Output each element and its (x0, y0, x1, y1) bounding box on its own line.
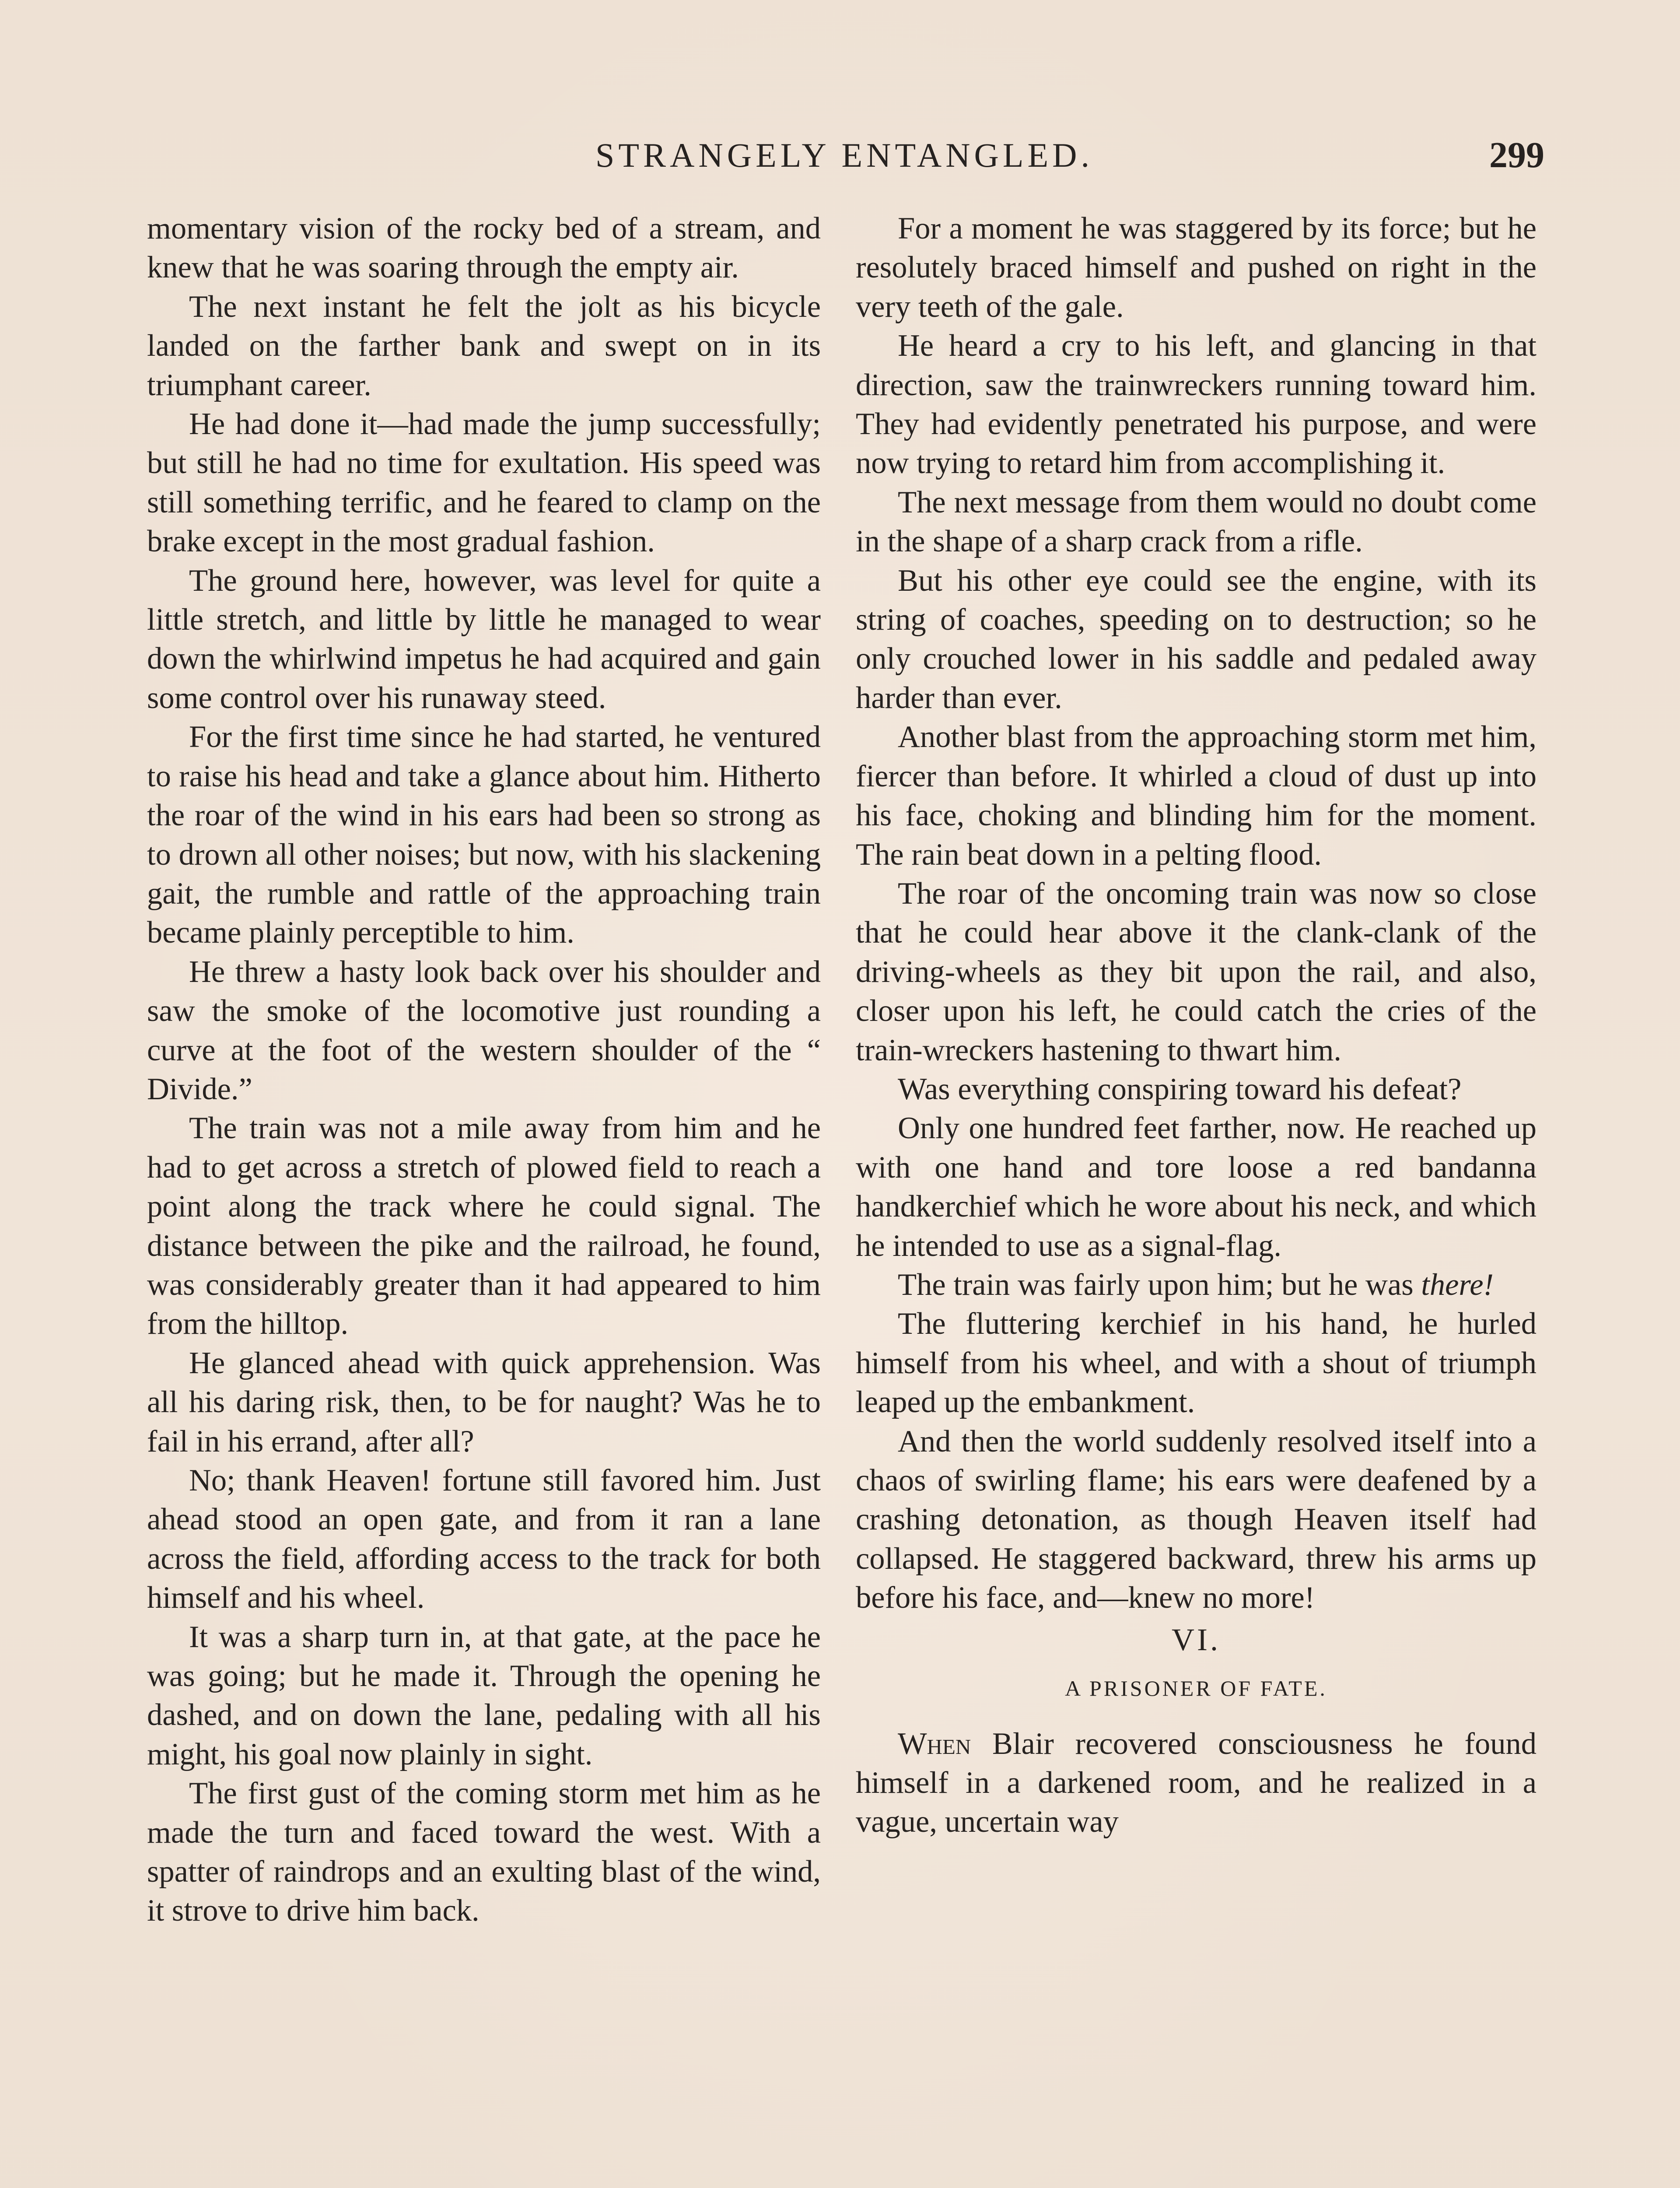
paragraph: The fluttering kerchief in his hand, he hurled himself from his wheel, and with a shout of triumph leaped up the embankment. (856, 1307, 1536, 1420)
paragraph: Was everything conspiring toward his defeat? (898, 1072, 1462, 1106)
chapter-title: A PRISONER OF FATE. (1065, 1676, 1327, 1701)
paragraph: For a moment he was staggered by its force; but he resolutely braced himself and pushed on right in the very teeth of the gale. (856, 211, 1536, 324)
running-head (144, 131, 1544, 179)
paragraph: The next message from them would no doubt come in the shape of a sharp crack from a rifle. (856, 485, 1536, 559)
chapter-opening-paragraph (856, 1725, 1536, 1842)
paragraph: He glanced ahead with quick apprehension. Was all his daring risk, then, to be for naught? Was he to fail in his errand, after all? (147, 1346, 821, 1459)
opening-small-caps: When (898, 1726, 971, 1761)
paragraph: The train was not a mile away from him and he had to get across a stretch of plowed field to reach a point along the track where he could signal. The distance between the pike and the railroad, he found, was considerably greater than it had appeared to him from the hilltop. (147, 1111, 821, 1341)
paragraph: Another blast from the approaching storm met him, fiercer than before. It whirled a cloud of dust up into his face, choking and blinding him for the moment. The rain beat down in a pelting flood. (856, 720, 1536, 872)
paragraph: Only one hundred feet farther, now. He reached up with one hand and tore loose a red bandanna handkerchief which he wore about his neck, and which he intended to use as a signal-flag. (856, 1111, 1536, 1263)
paragraph: momentary vision of the rocky bed of a stream, and knew that he was soaring through the empty air. (147, 211, 821, 285)
paragraph: The roar of the oncoming train was now so close that he could hear above it the clank-clank of the driving-wheels as they bit upon the rail, and also, closer upon his left, he could catch the cries of the train-wreckers hastening to thwart him. (856, 876, 1536, 1067)
right-column (856, 209, 1536, 1842)
page-number: 299 (1489, 135, 1544, 175)
paragraph: And then the world suddenly resolved itself into a chaos of swirling flame; his ears were deafened by a crashing detonation, as though Heaven itself had collapsed. He staggered backward, threw his arms up before his face, and—knew no more! (856, 1424, 1536, 1615)
paragraph-text: The train was fairly upon him; but he was (898, 1267, 1421, 1302)
paragraph: For the first time since he had started, he ventured to raise his head and take a glance about him. Hitherto the roar of the wind in his ears had been so strong as to drown all other noises; but now, with his slackening gait, the rumble and rattle of the approaching train became plainly perceptible to him. (147, 720, 821, 950)
italic-emphasis: there! (1421, 1267, 1494, 1302)
paragraph: He heard a cry to his left, and glancing in that direction, saw the trainwreckers running toward him. They had evidently penetrated his purpose, and were now trying to retard him from accomplishing it. (856, 329, 1536, 480)
left-column (147, 209, 821, 1931)
chapter-number: VI. (1172, 1622, 1221, 1657)
paragraph: But his other eye could see the engine, with its string of coaches, speeding on to destruction; so he only crouched lower in his saddle and pedaled away harder than ever. (856, 563, 1536, 715)
paragraph-text: Blair recovered consciousness he found himself in a darkened room, and he realized in a vague, uncertain way (856, 1726, 1536, 1839)
paragraph: He threw a hasty look back over his shoulder and saw the smoke of the locomotive just rounding a curve at the foot of the western shoulder of the “ Divide.” (147, 954, 821, 1106)
paragraph: It was a sharp turn in, at that gate, at the pace he was going; but he made it. Through the opening he dashed, and on down the lane, pedaling with all his might, his goal now plainly in sight. (147, 1620, 821, 1771)
paragraph: The first gust of the coming storm met him as he made the turn and faced toward the west. With a spatter of raindrops and an exulting blast of the wind, it strove to drive him back. (147, 1776, 821, 1928)
paragraph: He had done it—had made the jump successfully; but still he had no time for exultation. His speed was still something terrific, and he feared to clamp on the brake except in the most gradual fashion. (147, 407, 821, 559)
running-title: STRANGELY ENTANGLED. (595, 136, 1093, 174)
paragraph (856, 1266, 1536, 1304)
paragraph: The ground here, however, was level for quite a little stretch, and little by little he managed to wear down the whirlwind impetus he had acquired and gain some control over his runaway steed. (147, 563, 821, 715)
paragraph: No; thank Heaven! fortune still favored him. Just ahead stood an open gate, and from it ran a lane across the field, affording access to the track for both himself and his wheel. (147, 1463, 821, 1615)
paragraph: The next instant he felt the jolt as his bicycle landed on the farther bank and swept on in its triumphant career. (147, 289, 821, 402)
